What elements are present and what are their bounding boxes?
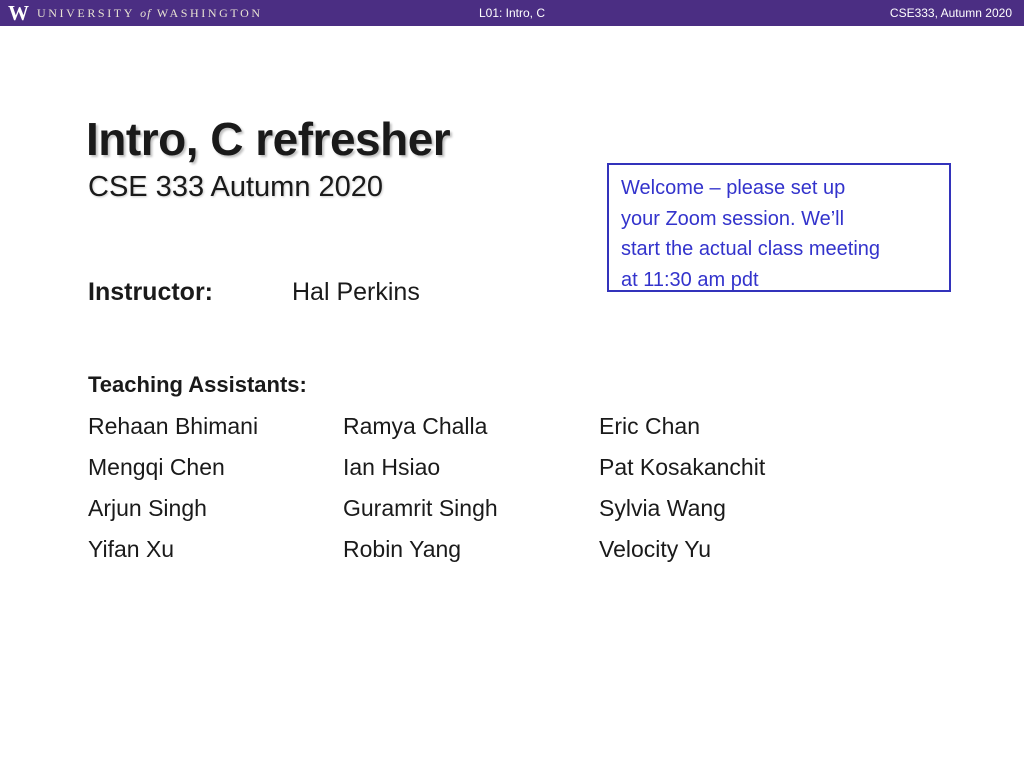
slide-title: Intro, C refresher xyxy=(86,113,451,165)
ta-name: Ramya Challa xyxy=(343,413,488,439)
slide-subtitle: CSE 333 Autumn 2020 xyxy=(88,171,384,203)
uw-w-icon: W xyxy=(8,1,29,25)
welcome-note-box xyxy=(607,163,951,292)
welcome-note-line: Welcome – please set up xyxy=(621,177,846,199)
ta-name: Eric Chan xyxy=(599,413,700,439)
wordmark-of: of xyxy=(140,5,152,20)
ta-heading: Teaching Assistants: xyxy=(88,372,307,397)
instructor-name: Hal Perkins xyxy=(292,278,420,306)
welcome-note-line: your Zoom session. We’ll xyxy=(621,207,845,230)
ta-name: Sylvia Wang xyxy=(599,495,726,521)
ta-name: Arjun Singh xyxy=(88,495,207,521)
wordmark-university: UNIVERSITY xyxy=(37,5,135,20)
ta-name: Ian Hsiao xyxy=(343,454,441,480)
instructor-label: Instructor: xyxy=(88,278,213,306)
welcome-note-line: at 11:30 am pdt xyxy=(621,268,759,291)
ta-name: Yifan Xu xyxy=(88,536,175,562)
ta-name: Velocity Yu xyxy=(599,536,712,562)
welcome-note-line: start the actual class meeting xyxy=(621,238,881,260)
ta-name: Mengqi Chen xyxy=(88,454,225,480)
slide-header-bar xyxy=(0,0,1024,26)
course-label: CSE333, Autumn 2020 xyxy=(889,6,1012,20)
wordmark-washington: WASHINGTON xyxy=(156,5,263,20)
ta-name: Pat Kosakanchit xyxy=(599,454,766,480)
ta-name: Guramrit Singh xyxy=(343,495,498,521)
lecture-label: L01: Intro, C xyxy=(478,6,546,20)
ta-name: Robin Yang xyxy=(343,536,462,562)
ta-name: Rehaan Bhimani xyxy=(88,413,259,439)
